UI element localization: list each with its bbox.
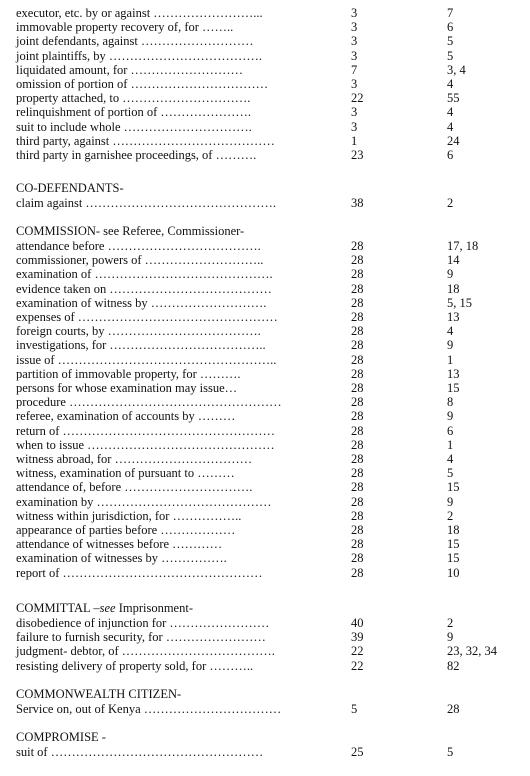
entry-text: attendance of, before ………………………….: [16, 480, 253, 495]
entry-text: suit of ……………………………………………: [16, 745, 264, 759]
order-number: 28: [351, 551, 364, 566]
entry-text: expenses of …………………………………………: [16, 310, 278, 324]
section-heading: COMMISSION- see Referee, Commissioner-: [16, 224, 245, 238]
entry-text: executor, etc. by or against ……………………...: [16, 6, 263, 20]
rule-number: 7: [447, 6, 454, 20]
rule-number: 5: [447, 466, 454, 481]
section-heading: CO-DEFENDANTS-: [16, 181, 124, 195]
entry-text: failure to furnish security, for ……………………: [16, 630, 266, 645]
rule-number: 9: [447, 267, 454, 282]
order-number: 25: [351, 745, 364, 759]
order-number: 7: [351, 62, 358, 77]
order-number: 28: [351, 537, 364, 552]
rule-number: 4: [447, 452, 454, 466]
entry-text: return of ……………………………………………: [16, 423, 276, 438]
rule-number: 18: [447, 523, 460, 537]
order-number: 28: [351, 409, 364, 424]
entry-text: third party in garnishee proceedings, of ……….: [16, 148, 257, 162]
rule-number: 15: [447, 480, 460, 495]
rule-number: 1: [447, 437, 454, 452]
entry-text: resisting delivery of property sold, for ………..: [16, 658, 254, 673]
order-number: 28: [351, 423, 364, 438]
rule-number: 6: [447, 423, 454, 438]
rule-number: 17, 18: [447, 239, 479, 253]
rule-number: 2: [447, 508, 454, 523]
rule-number: 5, 15: [447, 295, 472, 310]
rule-number: 2: [447, 616, 454, 630]
order-number: 28: [351, 239, 364, 253]
rule-number: 2: [447, 196, 454, 210]
order-number: 28: [351, 494, 364, 509]
order-number: 3: [351, 119, 358, 134]
order-number: 40: [351, 616, 364, 630]
entry-text: attendance before ……………………………….: [16, 239, 261, 253]
entry-text: property attached, to ………………………….: [16, 91, 251, 106]
rule-number: 5: [447, 48, 454, 63]
order-number: 3: [351, 6, 358, 20]
order-number: 28: [351, 352, 364, 367]
entry-text: persons for whose examination may issue…: [16, 381, 238, 395]
rule-number: 6: [447, 148, 454, 162]
order-number: 22: [351, 658, 364, 673]
rule-number: 23, 32, 34: [447, 644, 497, 659]
entry-text: examination of …………………………………….: [16, 267, 273, 282]
entry-text: disobedience of injunction for ……………………: [16, 616, 270, 630]
rule-number: 6: [447, 20, 454, 35]
entry-text: attendance of witnesses before …………: [16, 537, 223, 552]
order-number: 28: [351, 281, 364, 296]
order-number: 28: [351, 437, 364, 452]
order-number: 28: [351, 395, 364, 410]
entry-text: claim against ……………………………………….: [16, 196, 277, 210]
entry-text: witness within jurisdiction, for ……………..: [16, 508, 242, 523]
entry-text: commissioner, powers of ………………………..: [16, 253, 264, 268]
entry-text: relinquishment of portion of ………………….: [16, 105, 252, 120]
order-number: 28: [351, 295, 364, 310]
order-number: 1: [351, 133, 358, 148]
rule-number: 4: [447, 105, 454, 120]
entry-text: examination by ……………………………………: [16, 494, 272, 509]
order-number: 28: [351, 338, 364, 353]
entry-text: omission of portion of ……………………………: [16, 77, 269, 91]
rule-number: 28: [447, 702, 460, 716]
rule-number: 13: [447, 310, 460, 324]
rule-number: 24: [447, 133, 460, 148]
order-number: 28: [351, 565, 364, 580]
rule-number: 15: [447, 381, 460, 395]
rule-number: 82: [447, 658, 460, 673]
section-heading: COMMONWEALTH CITIZEN-: [16, 687, 182, 701]
entry-text: examination of witnesses by …………….: [16, 551, 227, 566]
section-heading: COMPROMISE -: [16, 730, 106, 744]
rule-number: 10: [447, 565, 460, 580]
rule-number: 9: [447, 494, 454, 509]
entry-text: witness abroad, for ……………………………: [16, 452, 253, 466]
order-number: 5: [351, 702, 358, 716]
entry-text: partition of immovable property, for ……….: [16, 366, 241, 381]
entry-text: witness, examination of pursuant to ………: [16, 466, 235, 481]
rule-number: 3, 4: [447, 62, 466, 77]
entry-text: judgment- debtor, of ……………………………….: [16, 644, 275, 659]
entry-text: Service on, out of Kenya ……………………………: [16, 702, 282, 716]
rule-number: 4: [447, 119, 454, 134]
entry-text: evidence taken on …………………………………: [16, 281, 272, 296]
order-number: 28: [351, 381, 364, 395]
entry-text: referee, examination of accounts by ………: [16, 409, 236, 424]
entry-text: appearance of parties before ………………: [16, 523, 236, 537]
rule-number: 8: [447, 395, 454, 410]
entry-text: foreign courts, by ……………………………….: [16, 324, 261, 339]
order-number: 28: [351, 267, 364, 282]
rule-number: 55: [447, 91, 460, 106]
order-number: 28: [351, 508, 364, 523]
rule-number: 5: [447, 745, 454, 759]
rule-number: 15: [447, 551, 460, 566]
order-number: 28: [351, 310, 364, 324]
order-number: 28: [351, 253, 364, 268]
entry-text: third party, against …………………………………: [16, 133, 275, 148]
order-number: 28: [351, 452, 364, 466]
order-number: 38: [351, 196, 364, 210]
order-number: 3: [351, 48, 358, 63]
section-heading: COMMITTAL –see Imprisonment-: [16, 601, 193, 615]
rule-number: 15: [447, 537, 460, 552]
order-number: 23: [351, 148, 364, 162]
order-number: 28: [351, 366, 364, 381]
order-number: 28: [351, 480, 364, 495]
entry-text: immovable property recovery of, for ……..: [16, 20, 234, 35]
entry-text: investigations, for ………………………………..: [16, 338, 266, 353]
rule-number: 1: [447, 352, 454, 367]
rule-number: 14: [447, 253, 460, 268]
rule-number: 9: [447, 409, 454, 424]
entry-text: report of …………………………………………: [16, 565, 263, 580]
order-number: 3: [351, 105, 358, 120]
entry-text: joint defendants, against ………………………: [16, 34, 254, 49]
rule-number: 9: [447, 338, 454, 353]
rule-number: 13: [447, 366, 460, 381]
entry-text: suit to include whole ………………………….: [16, 119, 252, 134]
order-number: 3: [351, 34, 358, 49]
entry-text: issue of ……………………………………………..: [16, 352, 277, 367]
order-number: 28: [351, 466, 364, 481]
rule-number: 9: [447, 630, 454, 645]
entry-text: procedure ……………………………………………: [16, 395, 282, 410]
rule-number: 18: [447, 281, 460, 296]
order-number: 3: [351, 77, 358, 91]
order-number: 22: [351, 91, 364, 106]
rule-number: 4: [447, 77, 454, 91]
order-number: 39: [351, 630, 364, 645]
order-number: 28: [351, 324, 364, 339]
entry-text: examination of witness by ……………………….: [16, 295, 267, 310]
rule-number: 5: [447, 34, 454, 49]
order-number: 28: [351, 523, 364, 537]
order-number: 22: [351, 644, 364, 659]
order-number: 3: [351, 20, 358, 35]
entry-text: liquidated amount, for ………………………: [16, 62, 244, 77]
entry-text: joint plaintiffs, by ……………………………….: [16, 48, 262, 63]
entry-text: when to issue ………………………………………: [16, 437, 275, 452]
rule-number: 4: [447, 324, 454, 339]
